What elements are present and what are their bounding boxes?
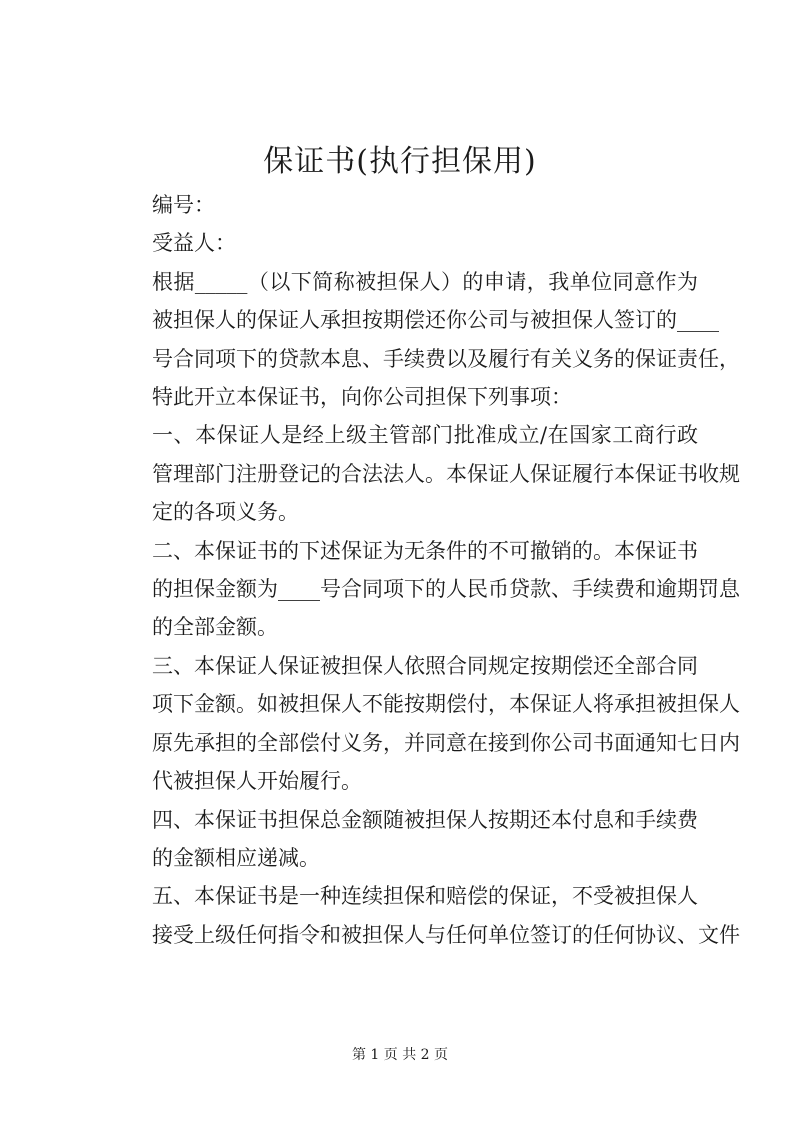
intro-paragraph xyxy=(110,263,740,417)
text-line: 根据_____（以下简称被担保人）的申请，我单位同意作为 xyxy=(152,269,698,294)
clause-paragraph xyxy=(110,877,740,954)
clause-paragraph xyxy=(110,416,740,531)
beneficiary-field-label: 受益人： xyxy=(152,231,236,256)
text-line: 原先承担的全部偿付义务，并同意在接到你公司书面通知七日内 xyxy=(152,730,740,755)
text-line: 定的各项义务。 xyxy=(152,500,299,525)
text-line: 的担保金额为____号合同项下的人民币贷款、手续费和逾期罚息 xyxy=(152,577,740,602)
clause-paragraph xyxy=(110,801,698,878)
text-line: 的全部金额。 xyxy=(152,615,278,640)
text-line: 代被担保人开始履行。 xyxy=(152,769,362,794)
page-number-footer: 第 1 页 共 2 页 xyxy=(351,1047,449,1063)
text-line: 一、本保证人是经上级主管部门批准成立/在国家工商行政 xyxy=(152,423,698,448)
text-line: 管理部门注册登记的合法法人。本保证人保证履行本保证书收规 xyxy=(152,461,740,486)
text-line: 五、本保证书是一种连续担保和赔偿的保证，不受被担保人 xyxy=(152,884,698,909)
text-line: 特此开立本保证书，向你公司担保下列事项： xyxy=(152,385,572,410)
text-line: 号合同项下的贷款本息、手续费以及履行有关义务的保证责任， xyxy=(152,346,740,371)
clause-paragraph xyxy=(110,532,740,647)
text-line: 三、本保证人保证被担保人依照合同规定按期偿还全部合同 xyxy=(152,653,698,678)
text-line: 被担保人的保证人承担按期偿还你公司与被担保人签订的____ xyxy=(152,308,719,333)
document-body xyxy=(110,186,740,954)
text-line: 二、本保证书的下述保证为无条件的不可撤销的。本保证书 xyxy=(152,538,698,563)
clause-paragraph xyxy=(110,647,740,801)
document-title: 保证书(执行担保用) xyxy=(263,144,537,179)
text-line: 项下金额。如被担保人不能按期偿付，本保证人将承担被担保人 xyxy=(152,692,740,717)
text-line: 接受上级任何指令和被担保人与任何单位签订的任何协议、文件 xyxy=(152,922,740,947)
text-line: 四、本保证书担保总金额随被担保人按期还本付息和手续费 xyxy=(152,807,698,832)
number-field-label: 编号： xyxy=(152,193,215,217)
text-line: 的金额相应递减。 xyxy=(152,845,320,870)
